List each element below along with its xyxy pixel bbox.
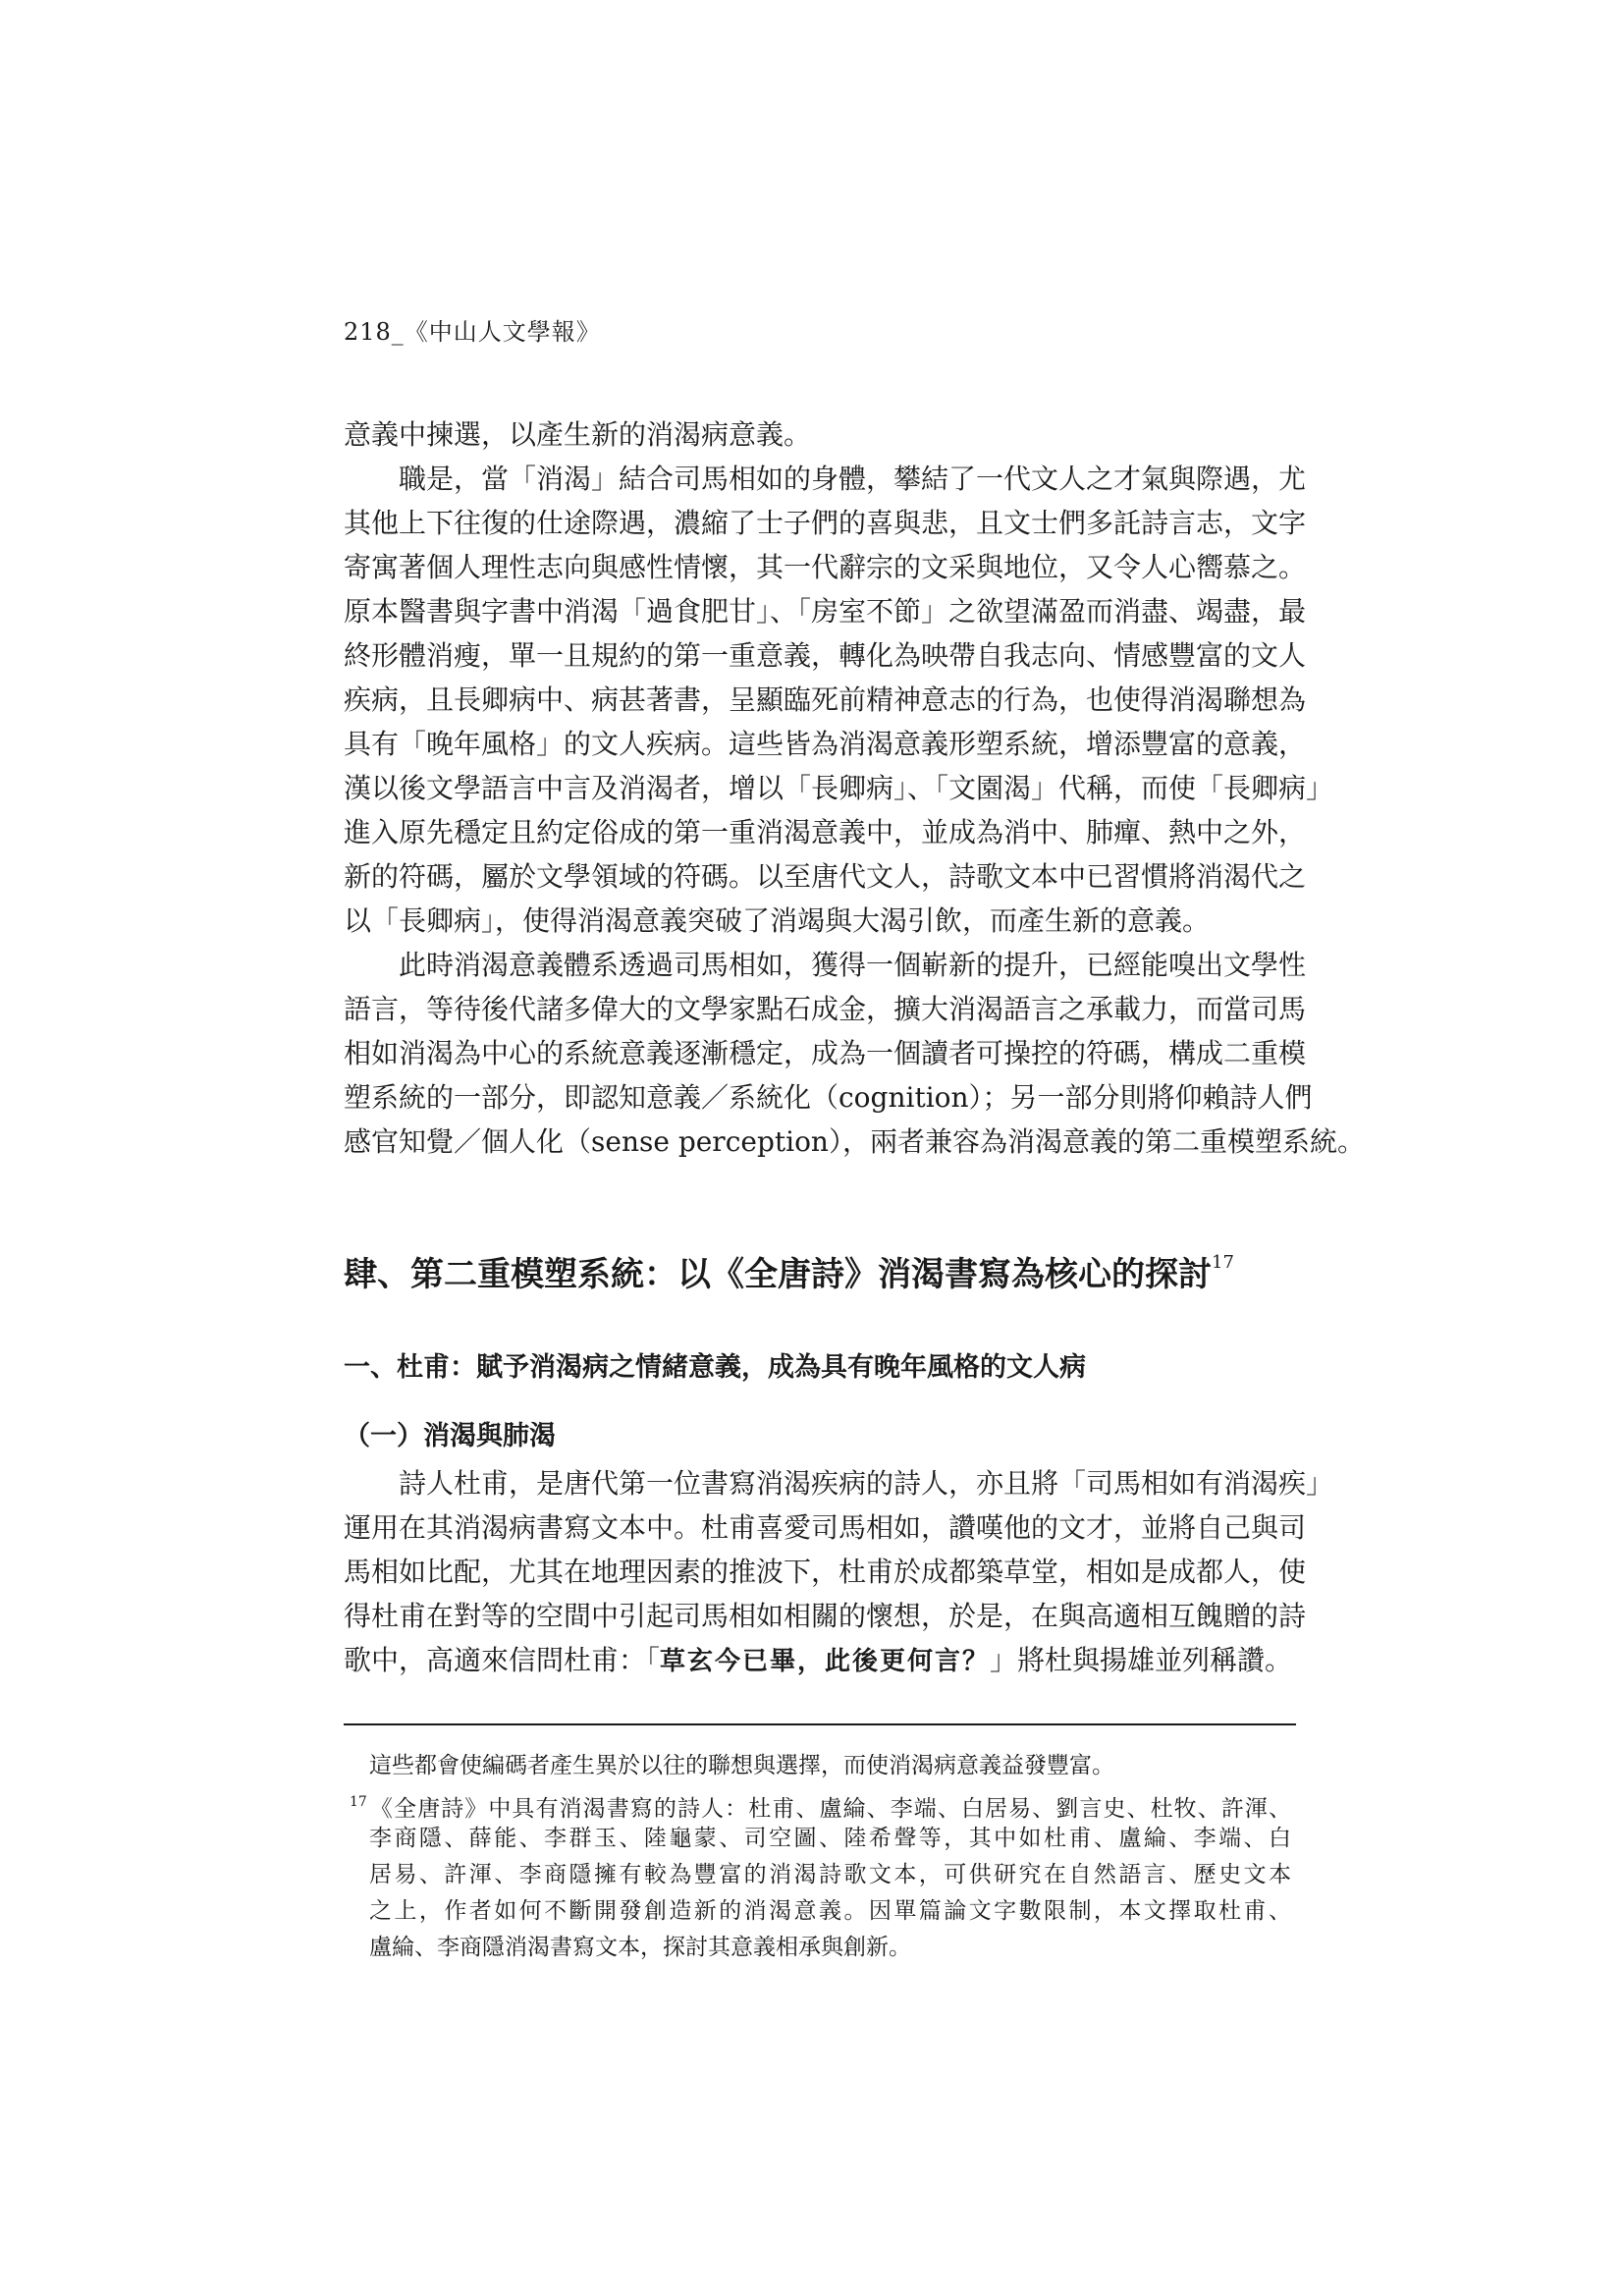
running-header: 218_《中山人文學報》 bbox=[344, 318, 601, 346]
text-line: 得杜甫在對等的空間中引起司馬相如相關的懷想，於是，在與高適相互餽贈的詩 bbox=[344, 1600, 1307, 1632]
text-line: 職是，當「消渴」結合司馬相如的身體，攀結了一代文人之才氣與際遇，尤 bbox=[399, 463, 1307, 495]
subheading-1: 一、杜甫：賦予消渴病之情緒意義，成為具有晚年風格的文人病 bbox=[344, 1352, 1086, 1383]
text-line: 原本醫書與字書中消渴「過食肥甘」、「房室不節」之欲望滿盈而消盡、竭盡，最 bbox=[344, 595, 1307, 628]
poem-quote: 草玄今已畢，此後更何言？ bbox=[660, 1647, 991, 1676]
text-line: 此時消渴意義體系透過司馬相如，獲得一個嶄新的提升，已經能嗅出文學性 bbox=[399, 949, 1307, 981]
text-line: 其他上下往復的仕途際遇，濃縮了士子們的喜與悲，且文士們多託詩言志，文字 bbox=[344, 507, 1307, 539]
text-line: 疾病，且長卿病中、病甚著書，呈顯臨死前精神意志的行為，也使得消渴聯想為 bbox=[344, 683, 1307, 716]
footnote-line: 居易、許渾、李商隱擁有較為豐富的消渴詩歌文本，可供研究在自然語言、歷史文本 bbox=[369, 1862, 1291, 1887]
text-line: 相如消渴為中心的系統意義逐漸穩定，成為一個讀者可操控的符碼，構成二重模 bbox=[344, 1037, 1307, 1069]
text-line: 塑系統的一部分，即認知意義／系統化（cognition）；另一部分則將仰賴詩人們 bbox=[344, 1081, 1313, 1114]
footnotes bbox=[344, 1748, 1291, 1966]
text-line: 終形體消瘦，單一且規約的第一重意義，轉化為映帶自我志向、情感豐富的文人 bbox=[344, 639, 1307, 672]
text-line: 感官知覺／個人化（sense perception），兩者兼容為消渴意義的第二重模塑系統。 bbox=[344, 1125, 1365, 1158]
footnote-line: 之上，作者如何不斷開發創造新的消渴意義。因單篇論文字數限制，本文擇取杜甫、 bbox=[369, 1898, 1291, 1924]
text-line: 進入原先穩定且約定俗成的第一重消渴意義中，並成為消中、肺癉、熱中之外， bbox=[344, 816, 1307, 848]
text-line: 具有「晚年風格」的文人疾病。這些皆為消渴意義形塑系統，增添豐富的意義， bbox=[344, 728, 1307, 760]
text-line: 語言，等待後代諸多偉大的文學家點石成金，擴大消渴語言之承載力，而當司馬 bbox=[344, 993, 1307, 1025]
footnote-marker: 17 bbox=[1212, 1252, 1234, 1273]
footnote-line: 這些都會使編碼者產生異於以往的聯想與選擇，而使消渴病意義益發豐富。 bbox=[369, 1753, 1114, 1778]
body-text-bottom bbox=[344, 1461, 1334, 1682]
body-text-top bbox=[344, 412, 1365, 1164]
footnote-line: 盧綸、李商隱消渴書寫文本，探討其意義相承與創新。 bbox=[369, 1935, 911, 1960]
text-line: 運用在其消渴病書寫文本中。杜甫喜愛司馬相如，讚嘆他的文才，並將自己與司 bbox=[344, 1511, 1307, 1544]
text-span: 歌中，高適來信問杜甫：「 bbox=[344, 1644, 661, 1676]
text-line: 以「長卿病」，使得消渴意義突破了消竭與大渴引飲，而產生新的意義。 bbox=[344, 904, 1211, 937]
footnote-line: 李商隱、薛能、李群玉、陸龜蒙、司空圖、陸希聲等，其中如杜甫、盧綸、李端、白 bbox=[369, 1826, 1291, 1851]
subheading-2: （一）消渴與肺渴 bbox=[344, 1421, 556, 1451]
section-heading-text: 肆、第二重模塑系統：以《全唐詩》消渴書寫為核心的探討 bbox=[344, 1255, 1212, 1294]
footnote-number: 17 bbox=[350, 1794, 367, 1810]
footnote-text: 《全唐詩》中具有消渴書寫的詩人：杜甫、盧綸、李端、白居易、劉言史、杜牧、許渾、 bbox=[368, 1796, 1291, 1822]
text-line: 詩人杜甫，是唐代第一位書寫消渴疾病的詩人，亦且將「司馬相如有消渴疾」 bbox=[399, 1467, 1334, 1500]
text-line: 漢以後文學語言中言及消渴者，增以「長卿病」、「文園渴」代稱，而使「長卿病」 bbox=[344, 772, 1334, 804]
text-line-with-quote bbox=[344, 1638, 1291, 1682]
text-line: 馬相如比配，尤其在地理因素的推波下，杜甫於成都築草堂，相如是成都人，使 bbox=[344, 1556, 1307, 1588]
section-heading bbox=[344, 1247, 1234, 1295]
text-span: 」將杜與揚雄並列稱讚。 bbox=[990, 1644, 1293, 1676]
footnote-17-line bbox=[344, 1784, 1291, 1821]
text-line: 寄寓著個人理性志向與感性情懷，其一代辭宗的文采與地位，又令人心嚮慕之。 bbox=[344, 551, 1307, 583]
footnote-divider bbox=[344, 1723, 1296, 1725]
text-line: 意義中揀選，以產生新的消渴病意義。 bbox=[344, 418, 812, 451]
text-line: 新的符碼，屬於文學領域的符碼。以至唐代文人，詩歌文本中已習慣將消渴代之 bbox=[344, 860, 1307, 893]
